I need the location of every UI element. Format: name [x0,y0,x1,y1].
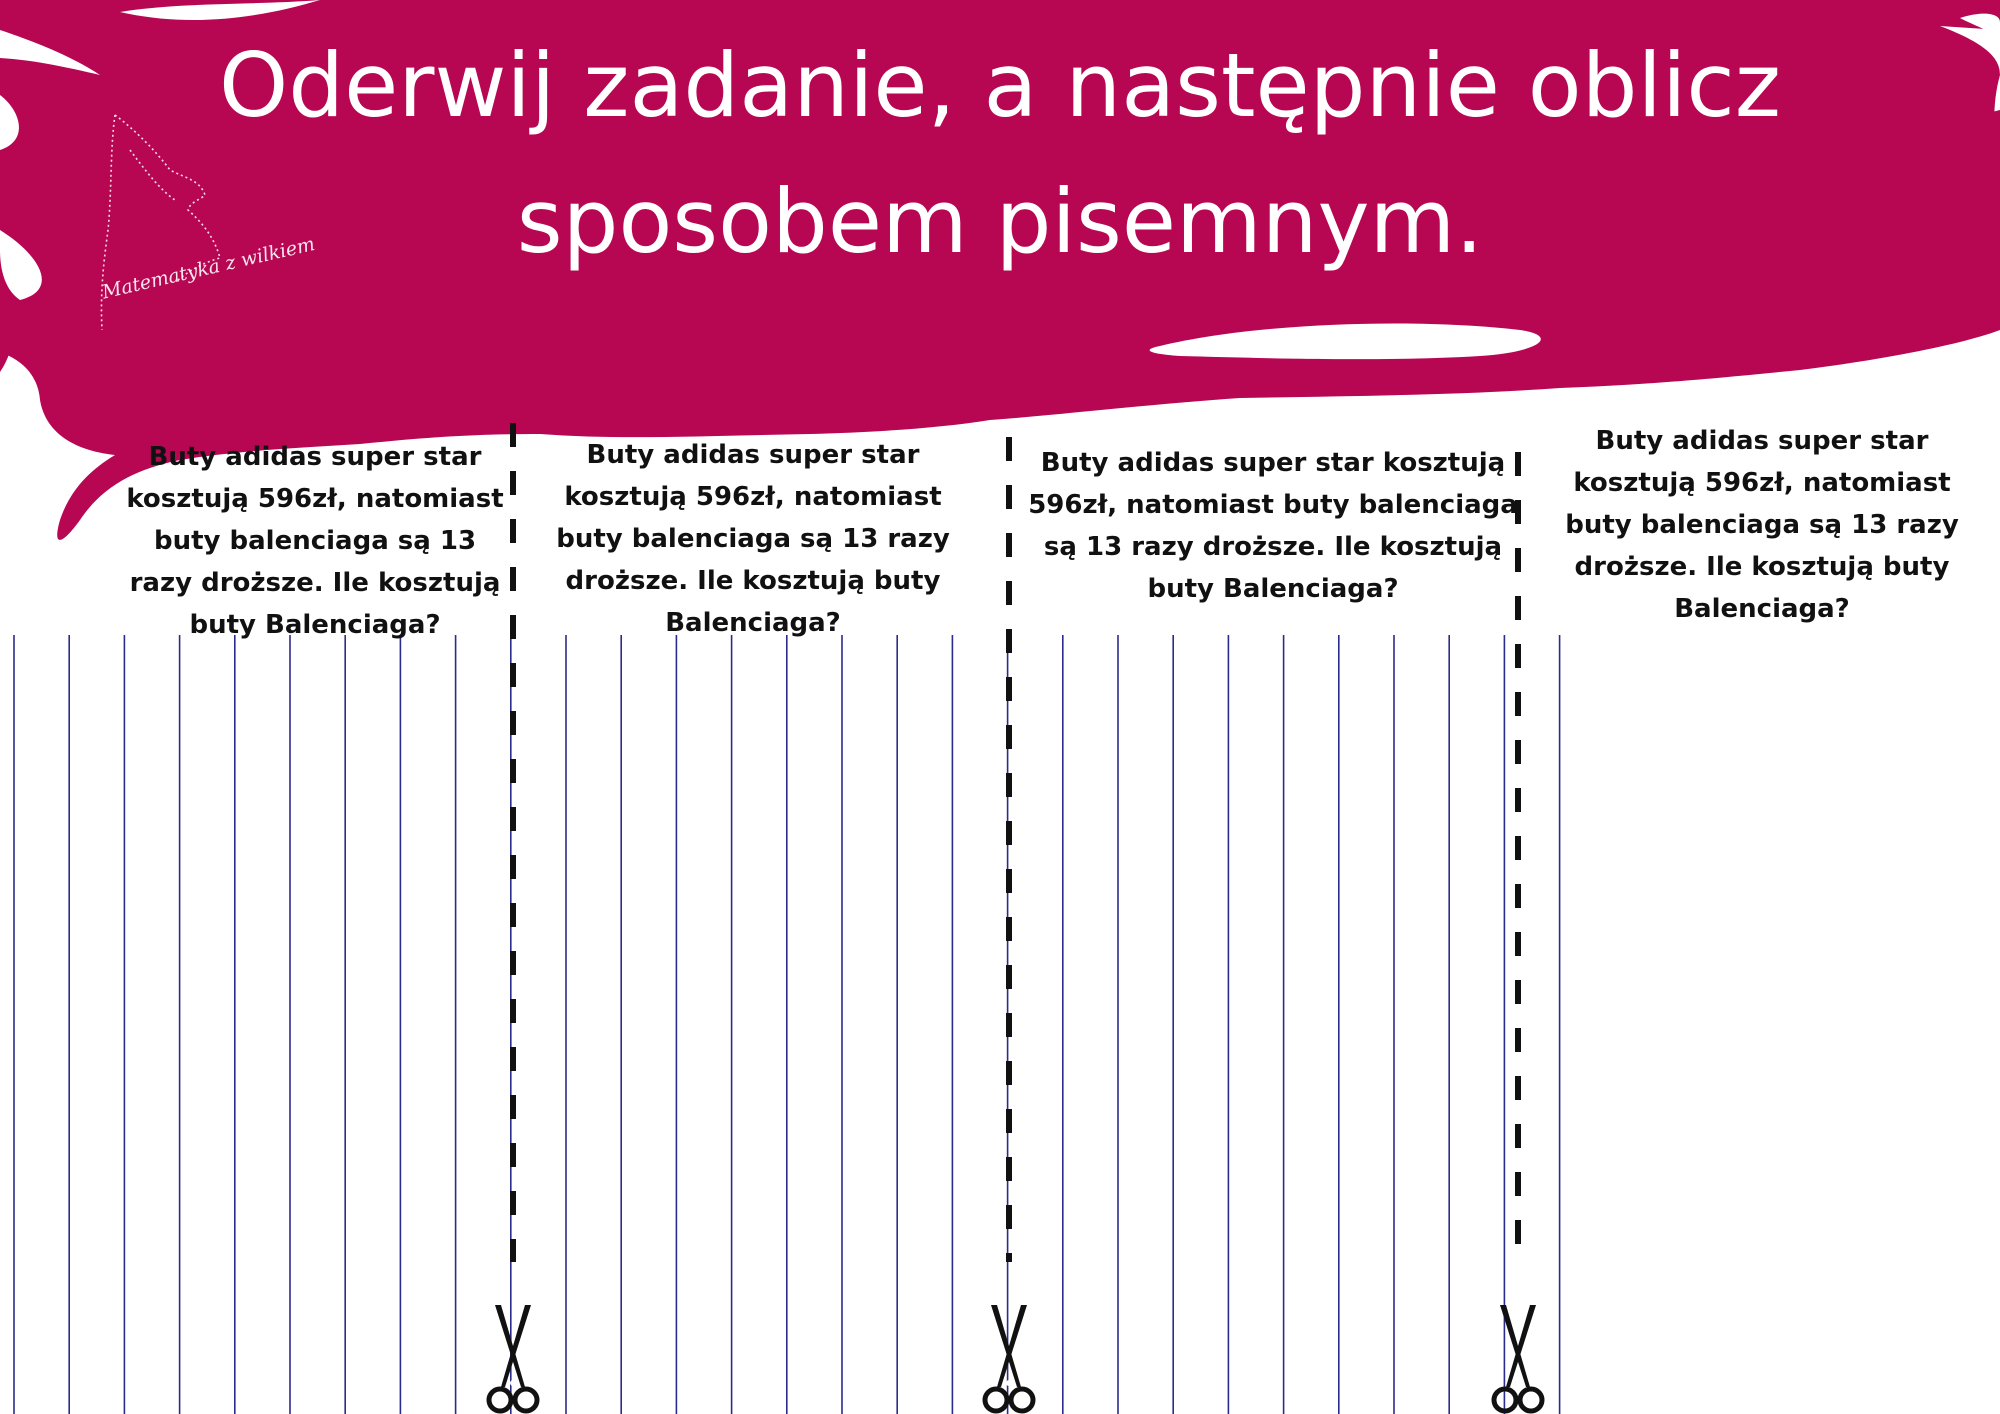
scissors-icon [985,1305,1033,1411]
task-card-4: Buty adidas super star kosztują 596zł, natomiast buty balenciaga są 13 razy droższe. Ile kosztują buty Balenciaga? [1565,426,1959,624]
task-card-1: Buty adidas super star kosztują 596zł, natomiast buty balenciaga są 13 razy droższe. Ile kosztują buty Balenciaga? [126,442,504,640]
logo-signature: Matematyka z wilkiem [100,233,317,304]
scissors-icon [1494,1305,1542,1411]
task-card-3: Buty adidas super star kosztują 596zł, natomiast buty balenciaga są 13 razy droższe. Ile kosztują buty Balenciaga? [1028,448,1518,604]
task-card-2: Buty adidas super star kosztują 596zł, natomiast buty balenciaga są 13 razy droższe. Ile kosztują buty Balenciaga? [556,440,950,638]
scissors-icon [489,1305,537,1411]
title-line-1: Oderwij zadanie, a następnie oblicz [219,34,1781,137]
title-line-2: sposobem pisemnym. [516,170,1484,273]
